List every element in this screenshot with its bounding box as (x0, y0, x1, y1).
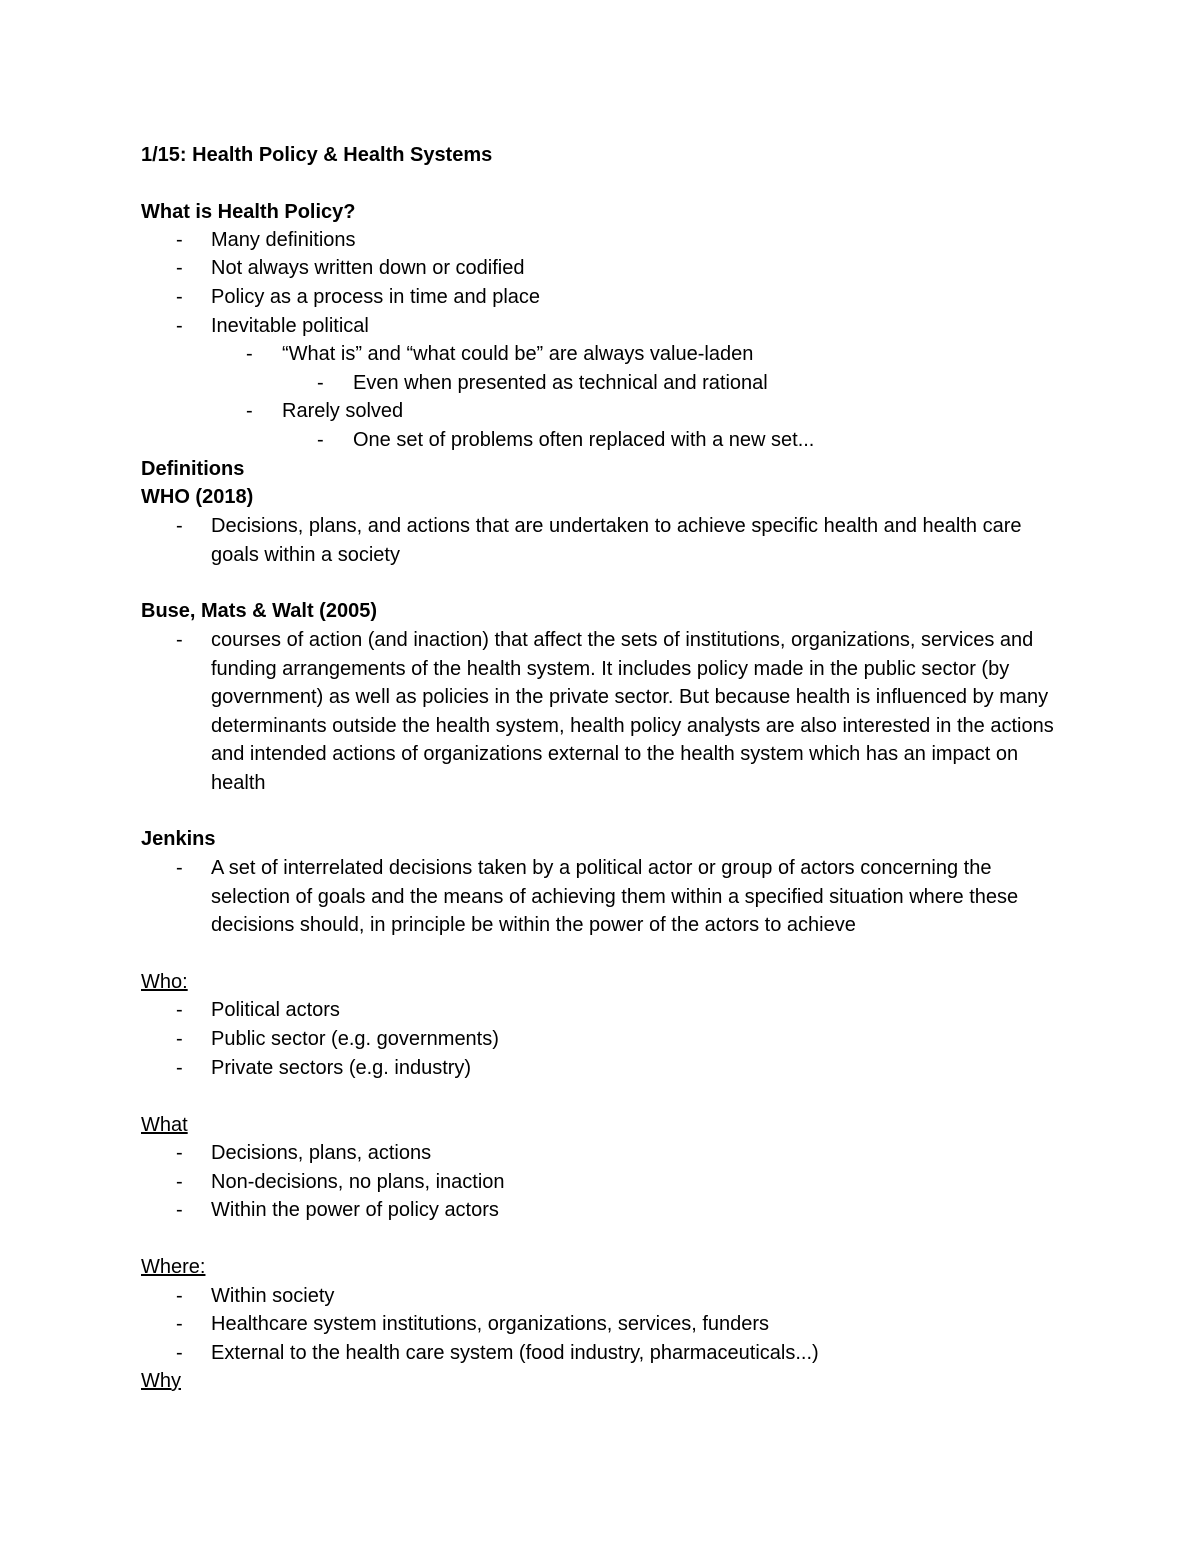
list-item: Within the power of policy actors (211, 1199, 499, 1221)
bullet-dash: - (176, 229, 183, 251)
list-item: Healthcare system institutions, organizations, services, funders (211, 1313, 770, 1335)
list-item: Political actors (211, 999, 340, 1021)
subheading-buse: Buse, Mats & Walt (2005) (141, 600, 377, 622)
list-item: Public sector (e.g. governments) (211, 1028, 499, 1050)
bullet-dash: - (317, 372, 324, 394)
bullet-dash: - (176, 515, 183, 537)
section-heading-why: Why (141, 1370, 181, 1392)
bullet-dash: - (176, 315, 183, 337)
bullet-dash: - (176, 857, 183, 879)
section-heading-definitions: Definitions (141, 458, 245, 480)
list-item: Many definitions (211, 229, 356, 251)
bullet-dash: - (176, 629, 183, 651)
definition-text: Decisions, plans, and actions that are undertaken to achieve specific health and health care goals within a society (211, 515, 1022, 566)
definition-text: courses of action (and inaction) that affect the sets of institutions, organizations, services and funding arrangements of the health system. It includes policy made in the public sector (by government) as well as policies in the private sector. But because health is influenced by many determinants outside the health system, health policy analysts are also interested in the actions and intended actions of organizations external to the health system which has an impact on health (211, 629, 1054, 794)
bullet-dash: - (246, 343, 253, 365)
bullet-dash: - (176, 1142, 183, 1164)
bullet-dash: - (176, 1028, 183, 1050)
bullet-dash: - (176, 286, 183, 308)
bullet-dash: - (176, 1313, 183, 1335)
bullet-dash: - (176, 1199, 183, 1221)
bullet-dash: - (176, 1171, 183, 1193)
subheading-jenkins: Jenkins (141, 828, 216, 850)
section-heading-where: Where: (141, 1256, 206, 1278)
bullet-dash: - (176, 1057, 183, 1079)
list-item: Non-decisions, no plans, inaction (211, 1171, 505, 1193)
list-item: External to the health care system (food industry, pharmaceuticals...) (211, 1342, 819, 1364)
list-item-level2: “What is” and “what could be” are always value-laden (282, 343, 754, 365)
bullet-dash: - (176, 999, 183, 1021)
list-item: Policy as a process in time and place (211, 286, 541, 308)
list-item-level3: Even when presented as technical and rational (353, 372, 768, 394)
list-item: Private sectors (e.g. industry) (211, 1057, 472, 1079)
list-item: Inevitable political (211, 315, 369, 337)
list-item: Within society (211, 1285, 335, 1307)
section-heading-what-is: What is Health Policy? (141, 201, 356, 223)
page-title: 1/15: Health Policy & Health Systems (141, 144, 493, 166)
list-item-level2: Rarely solved (282, 400, 404, 422)
definition-text: A set of interrelated decisions taken by a political actor or group of actors concerning the selection of goals and the means of achieving them within a specified situation where these decisions should, in principle be within the power of the actors to achieve (211, 857, 1019, 937)
bullet-dash: - (176, 1285, 183, 1307)
list-item-level3: One set of problems often replaced with a new set... (353, 429, 815, 451)
bullet-dash: - (317, 429, 324, 451)
bullet-dash: - (176, 1342, 183, 1364)
list-item: Decisions, plans, actions (211, 1142, 432, 1164)
bullet-dash: - (176, 257, 183, 279)
bullet-dash: - (246, 400, 253, 422)
section-heading-who: Who: (141, 971, 188, 993)
list-item: Not always written down or codified (211, 257, 525, 279)
section-heading-what: What (141, 1114, 188, 1136)
subheading-who-2018: WHO (2018) (141, 486, 254, 508)
